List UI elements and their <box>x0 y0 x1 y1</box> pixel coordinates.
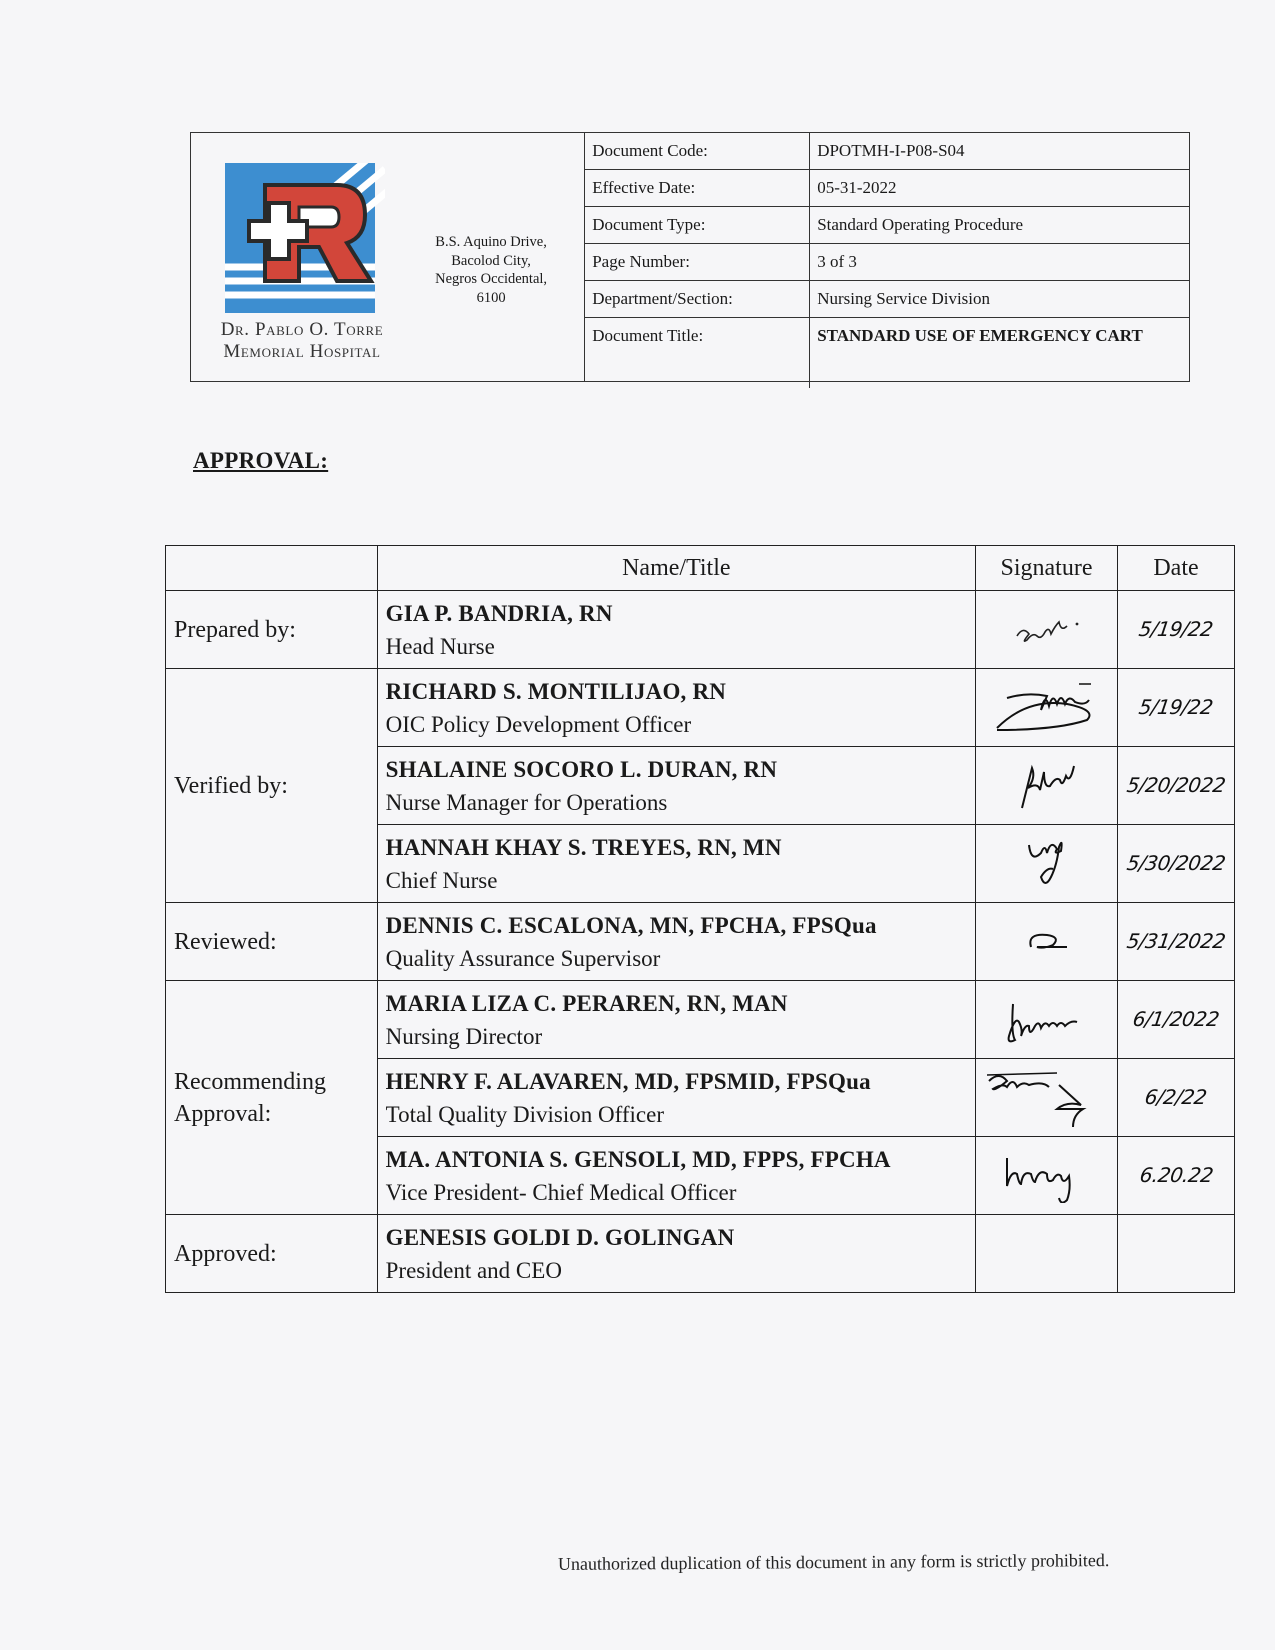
duplication-notice: Unauthorized duplication of this document in any form is strictly prohibited. <box>557 1550 1110 1574</box>
date-cell <box>1117 669 1234 747</box>
handwritten-date: 5/20/2022 <box>1125 773 1227 797</box>
name-title-cell <box>377 747 975 825</box>
signature <box>1007 610 1087 650</box>
signature <box>987 678 1107 738</box>
header-date: Date <box>1117 546 1234 591</box>
info-row-code <box>585 133 1189 170</box>
address-cell <box>401 133 586 381</box>
date-cell <box>1117 825 1234 903</box>
signature-cell <box>976 669 1118 747</box>
signature-cell <box>976 747 1118 825</box>
person-name: DENNIS C. ESCALONA, MN, FPCHA, FPSQua <box>385 912 877 938</box>
person-name: HANNAH KHAY S. TREYES, RN, MN <box>385 834 782 860</box>
hospital-logo <box>225 163 385 313</box>
role-approved: Approved: <box>166 1215 378 1293</box>
person-name: RICHARD S. MONTILIJAO, RN <box>385 678 727 704</box>
person-name: GIA P. BANDRIA, RN <box>385 600 613 626</box>
person-name: HENRY F. ALAVAREN, MD, FPSMID, FPSQua <box>385 1068 871 1094</box>
date-cell <box>1117 747 1234 825</box>
signature-cell <box>976 903 1118 981</box>
signature-cell <box>976 1215 1118 1293</box>
handwritten-date: 6/1/2022 <box>1131 1007 1221 1031</box>
info-value: Nursing Service Division <box>810 281 1189 318</box>
info-row-effective-date <box>585 170 1189 207</box>
hospital-name <box>197 319 407 363</box>
date-cell <box>1117 1137 1234 1215</box>
name-title-cell <box>377 1137 975 1215</box>
logo-cell <box>191 133 401 381</box>
approval-heading: APPROVAL: <box>193 448 329 473</box>
role-verified: Verified by: <box>166 669 378 903</box>
info-value: DPOTMH-I-P08-S04 <box>810 133 1189 170</box>
person-title: Chief Nurse <box>385 867 498 893</box>
document-header <box>190 132 1190 382</box>
info-value: Standard Operating Procedure <box>810 207 1189 244</box>
person-title: Nurse Manager for Operations <box>385 789 668 815</box>
date-cell <box>1117 903 1234 981</box>
role-recommending-line2: Approval: <box>174 1100 272 1127</box>
name-title-cell <box>377 981 975 1059</box>
table-row <box>166 1215 1235 1293</box>
person-name: SHALAINE SOCORO L. DURAN, RN <box>385 756 778 782</box>
name-title-cell <box>377 591 975 669</box>
person-title: Vice President- Chief Medical Officer <box>385 1179 737 1205</box>
table-row <box>166 903 1235 981</box>
info-label: Page Number: <box>585 244 810 281</box>
table-row <box>166 669 1235 747</box>
address-line4: 6100 <box>476 289 506 306</box>
info-row-department <box>585 281 1189 318</box>
person-title: President and CEO <box>385 1257 562 1283</box>
signature <box>987 1065 1107 1130</box>
approval-header-row <box>166 546 1235 591</box>
info-label: Document Code: <box>585 133 810 170</box>
name-title-cell <box>377 669 975 747</box>
header-name-title: Name/Title <box>377 546 975 591</box>
person-title: OIC Policy Development Officer <box>385 711 692 737</box>
table-row <box>166 981 1235 1059</box>
signature-cell <box>976 1137 1118 1215</box>
signature <box>1017 927 1077 957</box>
date-cell <box>1117 981 1234 1059</box>
hospital-name-line2: Memorial Hospital <box>223 341 381 362</box>
info-value: STANDARD USE OF EMERGENCY CART <box>810 318 1189 389</box>
info-value: 3 of 3 <box>810 244 1189 281</box>
name-title-cell <box>377 1215 975 1293</box>
role-recommending-approval <box>166 981 378 1215</box>
handwritten-date: 6.20.22 <box>1137 1163 1215 1187</box>
header-signature: Signature <box>976 546 1118 591</box>
handwritten-date: 5/19/22 <box>1137 695 1215 719</box>
info-label: Document Title: <box>585 318 810 389</box>
person-title: Quality Assurance Supervisor <box>385 945 661 971</box>
address-line3: Negros Occidental, <box>435 271 548 287</box>
role-reviewed: Reviewed: <box>166 903 378 981</box>
name-title-cell <box>377 903 975 981</box>
person-title: Total Quality Division Officer <box>385 1101 665 1127</box>
person-title: Head Nurse <box>385 633 495 659</box>
name-title-cell <box>377 1059 975 1137</box>
role-prepared: Prepared by: <box>166 591 378 669</box>
info-label: Document Type: <box>585 207 810 244</box>
role-recommending-line1: Recommending <box>174 1068 326 1095</box>
signature <box>997 1148 1097 1203</box>
handwritten-date: 5/30/2022 <box>1125 851 1227 875</box>
header-role <box>166 546 378 591</box>
signature-cell <box>976 981 1118 1059</box>
table-row <box>166 591 1235 669</box>
handwritten-date: 5/19/22 <box>1137 617 1215 641</box>
info-row-page-number <box>585 244 1189 281</box>
info-row-type <box>585 207 1189 244</box>
date-cell <box>1117 1059 1234 1137</box>
signature-cell <box>976 591 1118 669</box>
address-line2: Bacolod City, <box>451 252 531 269</box>
name-title-cell <box>377 825 975 903</box>
person-name: MA. ANTONIA S. GENSOLI, MD, FPPS, FPCHA <box>385 1146 891 1172</box>
info-label: Effective Date: <box>585 170 810 207</box>
signature <box>997 990 1097 1050</box>
signature <box>1017 829 1077 899</box>
document-info-table <box>585 133 1189 388</box>
signature-cell <box>976 1059 1118 1137</box>
person-name: MARIA LIZA C. PERAREN, RN, MAN <box>385 990 788 1016</box>
handwritten-date: 5/31/2022 <box>1125 929 1227 953</box>
person-name: GENESIS GOLDI D. GOLINGAN <box>385 1224 735 1250</box>
signature <box>1002 758 1092 813</box>
hospital-address <box>409 233 574 307</box>
info-label: Department/Section: <box>585 281 810 318</box>
signature-cell <box>976 825 1118 903</box>
hospital-name-line1: Dr. Pablo O. Torre <box>220 319 384 340</box>
person-title: Nursing Director <box>385 1023 543 1049</box>
date-cell <box>1117 1215 1234 1293</box>
address-line1: B.S. Aquino Drive, <box>435 234 547 250</box>
handwritten-date: 6/2/22 <box>1143 1085 1209 1109</box>
info-row-title <box>585 318 1189 389</box>
info-value: 05-31-2022 <box>810 170 1189 207</box>
date-cell <box>1117 591 1234 669</box>
approval-table <box>165 545 1235 1293</box>
